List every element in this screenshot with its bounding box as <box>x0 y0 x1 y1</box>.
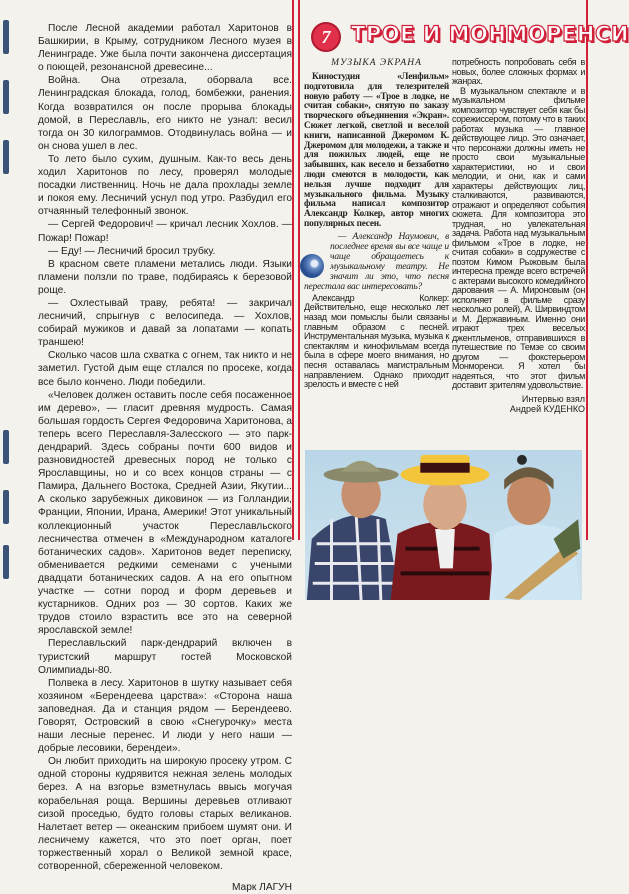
paragraph: Переславльский парк-дендрарий включен в туристский маршрут гостей Московской Олимпиады-80. <box>38 638 292 676</box>
paragraph: — Охлестывай траву, ребята! — закричал лесничий, спрыгнув с велосипеда. — Хохлов, собирай мужиков и давай за лопатами — копать траншею! <box>38 297 292 349</box>
paragraph: «Человек должен оставить после себя посаженное им дерево», — гласит древняя мудрость. Самая большая гордость Сергея Федоровича Харитонова, а теперь всего Переславля-Залесского — это парк-дендрарий. Здесь собраны почти 600 видов и разновидностей древесных пород не только с Ярославщины, но и со всех концов страны — с Памира, Дальнего Востока, Средней Азии, Якутии... А сколько зарубежных диковинок — из Голландии, Франции, Японии, Ирана, Америки! Этот уникальный коллекционный участок Переславльского лесничества отмечен в «Международном каталоге ботанических садов». Харитонов ведет переписку, обменивается редкими семенами с учеными двадцати ботанических садов. А на его опытном участке — сотни пород и форм деревьев и кустарников. Одних роз — 30 сортов. Каких же трудов стоило взрастить все это на северной ярославской земле! <box>38 389 292 637</box>
interviewer-name: Андрей КУДЕНКО <box>509 403 585 414</box>
binding-hole <box>3 20 9 54</box>
paragraph: В музыкальном спектакле и в музыкальном фильме композитор чувствует себя как бы сорежиссером, потому что в таких работах музыка — главное действующее лицо. Это означает, что персонажи должны иметь не просто свои музыкальные характеристики, но и свои мелодии, и они, как и сами характеры действующих лиц, сталкиваются, развиваются, отражают и определяют события сюжета. Для композитора это трудная, но увлекательная задача. Работа над музыкальным фильмом «Трое в лодке, не считая собаки» в содружестве с поэтом Кимом Рыжовым была интересна прежде всего встречей с актерами высокого комедийного дарования — А. Мироновым (он исполняет в фильме сразу несколько ролей), А. Ширвиндтом и М. Державиным. Именно они играют трех веселых джентльменов, отправившихся в путешествие по Темзе со своим другом — фокстерьером Монморенси. Я хотел бы надеяться, что этот фильм доставит зрителям удовольствие. <box>452 85 585 390</box>
author-signature: Марк ЛАГУН <box>231 882 292 894</box>
binding-hole <box>3 140 9 174</box>
paragraph: В красном свете пламени метались люди. Языки пламени ползли по траве, подбираясь к березовой роще. <box>38 258 292 296</box>
section-number-badge: 7 <box>311 22 341 52</box>
microphone-icon <box>300 254 324 278</box>
paragraph: Сколько часов шла схватка с огнем, так никто и не заметил. Густой дым еще стлался по просеке, когда все было кончено. Люди победили. <box>38 350 292 388</box>
paragraph: — Еду! — Лесничий бросил трубку. <box>48 245 216 257</box>
interview-question: — Александр Наумович, в последнее время вы все чаще и чаще обращаетесь к музыкальному театру. Не значит ли это, что песня перестала вас интересовать? <box>304 232 449 292</box>
binding-hole <box>3 490 9 524</box>
binding-hole <box>3 80 9 114</box>
feature-header <box>303 20 629 54</box>
paragraph: Полвека в лесу. Харитонов в шутку называет себя хозяином «Берендеева царства»: «Сторона наша заповедная. Да и станция рядом — Берендеево. Говорят, Островский в свою «Снегурочку» места наши лесные перенес. И люди у него наши — добрые лесовики, берендеи». <box>38 677 292 755</box>
binding-hole <box>3 430 9 464</box>
interview-column-middle <box>304 58 449 390</box>
divider-rule <box>292 0 294 540</box>
rubric: МУЗЫКА ЭКРАНА <box>331 58 422 68</box>
interview-credit-label: Интервью взял <box>521 393 585 404</box>
paragraph: После Лесной академии работал Харитонов в Башкирии, в Крыму, сотрудником Лесного музея в Ленинграде. Уже была почти закончена диссертация о поющей, резонансной древесине... <box>38 23 292 74</box>
feature-title: ТРОЕ И МОНМОРЕНСИ <box>351 22 629 46</box>
lead-paragraph: Киностудия «Ленфильм» подготовила для телезрителей новую работу — «Трое в лодке, не считая собаки», снятую по заказу творческого объединения «Экран». Сюжет легкой, светлой и веселой книги, написанной Джеромом К. Джеромом для молодежи, а также и для пожилых людей, еще не забывших, как весело и беззаботно люди смеются в молодости, как нельзя лучше подходит для музыкального фильма. Музыку фильма написал композитор Александр Колкер, автор многих популярных песен. <box>304 72 449 229</box>
binding-hole <box>3 545 9 579</box>
paragraph: Он любит приходить на широкую просеку утром. С одной стороны кудрявится нежная зелень молодых берез. А на взгорье взметнулась ввысь могучая корабельная роща. Вершины деревьев отливают сизой проседью, будто головы старых великанов. Налетает ветер — океанским прибоем шумят они. И лесничему кажется, что это поет орган, поет торжественный хорал о Великой земной красе, сотворенной, сбереженной человеком. <box>38 756 292 872</box>
paragraph: То лето было сухим, душным. Как-то весь день ходил Харитонов по лесу, проверял молодые посадки лиственниц. Ночь не дала прохлады земле и покоя ему. Лесничий уснул под утро. Разбудил его отчаянный телефонный звонок. <box>38 153 292 218</box>
left-article <box>38 22 292 894</box>
interview-column-right <box>452 58 585 414</box>
paragraph: потребность попробовать себя в новых, более сложных формах и жанрах. <box>452 57 585 86</box>
three-actors-illustration <box>305 450 582 600</box>
interview-answer: Александр Колкер: Действительно, еще несколько лет назад мои помыслы были связаны главным образом с песней. Инструментальная музыка, музыка к спектаклям и кинофильмам всегда была в сфере моего внимания, но песня оставалась магистральным направлением. Однако приходит зрелость и вместе с ней <box>304 292 449 390</box>
film-still-photo <box>305 450 582 600</box>
paragraph: Война. Она отрезала, оборвала все. Ленинградская блокада, голод, бомбежки, ранения. Когда возвратился он после прорыва блокады домой, в Переславль, его никто не узнал: весил тогда он 30 килограммов. Отодвинулась война — и он снова ушел в лес. <box>38 75 292 152</box>
interview-credit <box>452 394 585 414</box>
paragraph: — Сергей Федорович! — кричал лесник Хохлов. — Пожар! Пожар! <box>38 219 292 244</box>
frame-rule-right <box>586 0 588 540</box>
